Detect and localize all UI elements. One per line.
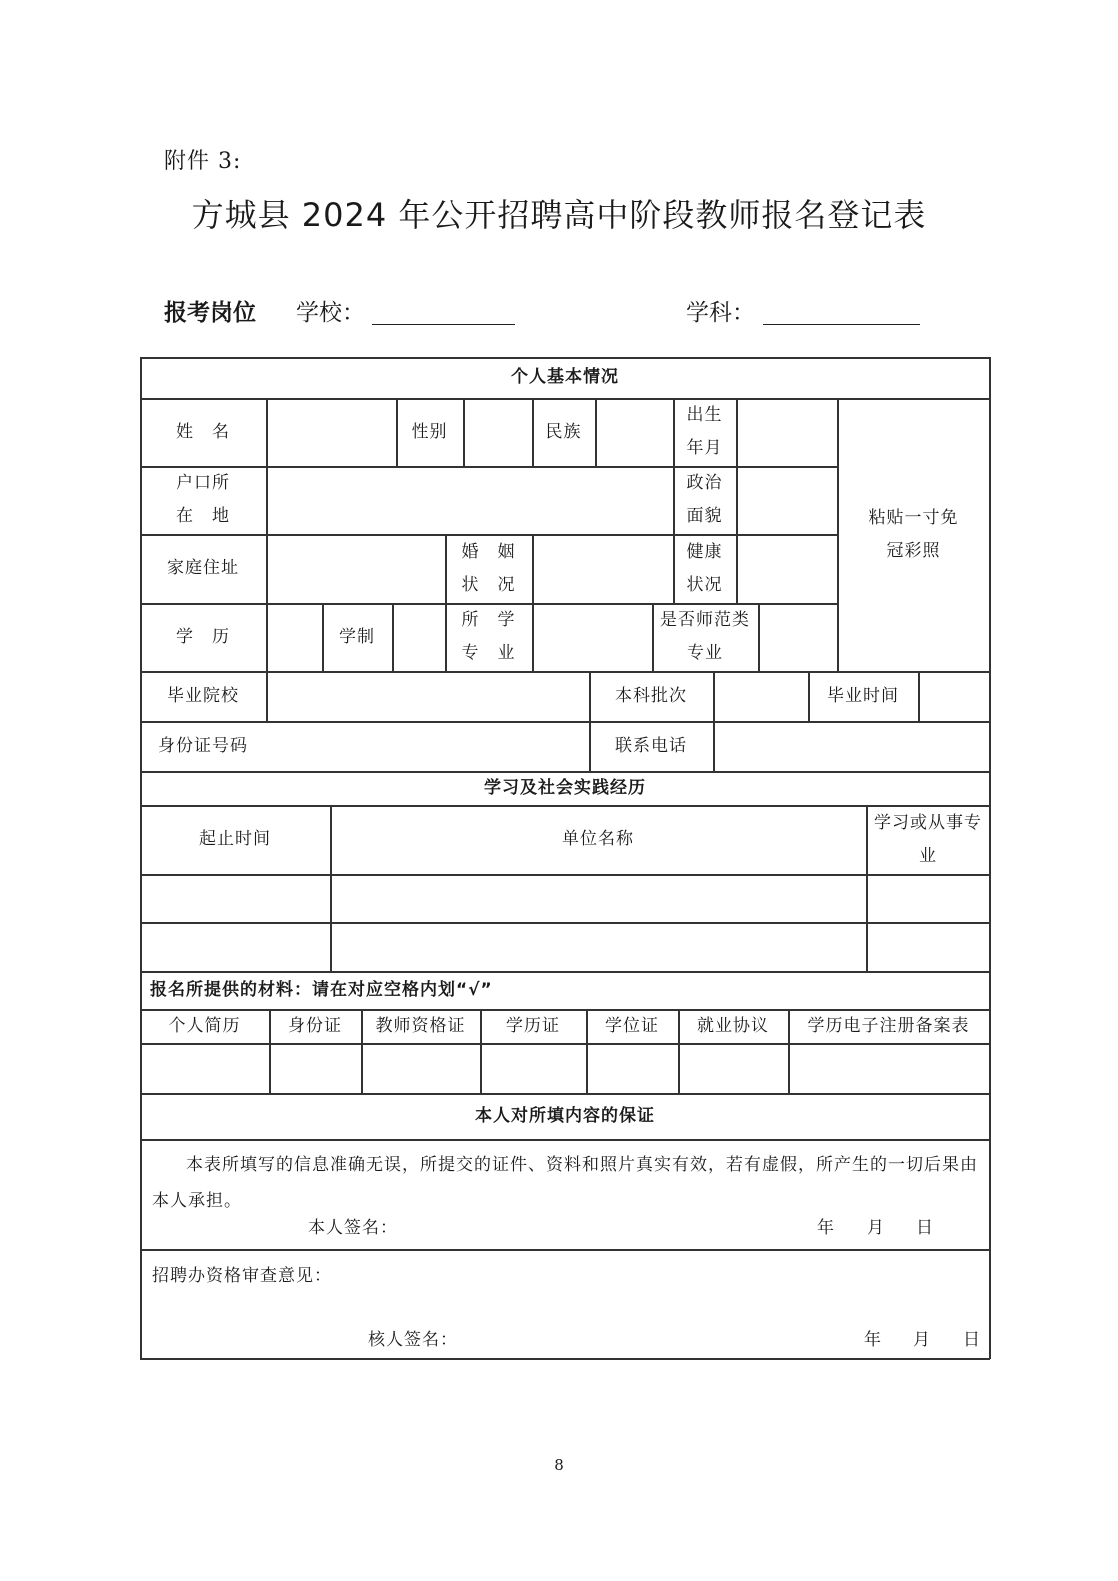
graduate-school-field[interactable]: [266, 671, 589, 721]
major-col-header: 学习或从事专业: [874, 812, 982, 866]
review-day-label: 日: [963, 1330, 981, 1350]
school-field[interactable]: [372, 324, 515, 325]
unit-col-header: 单位名称: [562, 829, 634, 849]
material-employment-check[interactable]: [678, 1043, 788, 1093]
hukou-label: 户口所在 地: [176, 473, 230, 526]
period-col-header: 起止时间: [199, 829, 271, 849]
education-label: 学 历: [176, 626, 230, 647]
marriage-label: 婚 姻状 况: [461, 541, 516, 595]
marriage-field[interactable]: [532, 534, 673, 603]
normal-major-label: 是否师范类专业: [660, 610, 750, 663]
schooling-field[interactable]: [392, 603, 445, 671]
guarantee-year-label: 年: [817, 1218, 835, 1238]
material-degree-check[interactable]: [586, 1043, 678, 1093]
id-number-label: 身份证号码: [158, 735, 248, 756]
exp-row-1-unit[interactable]: [330, 874, 866, 922]
material-id-card-label: 身份证: [288, 1015, 342, 1036]
material-e-registration-check[interactable]: [788, 1043, 989, 1093]
school-label: 学校：: [296, 300, 365, 326]
name-field[interactable]: [266, 398, 396, 466]
material-diploma-check[interactable]: [480, 1043, 586, 1093]
registration-table: [140, 357, 990, 1359]
material-id-card-check[interactable]: [269, 1043, 361, 1093]
material-teacher-cert-check[interactable]: [361, 1043, 480, 1093]
review-section[interactable]: [140, 1249, 990, 1358]
graduate-school-label: 毕业院校: [167, 685, 239, 706]
health-field[interactable]: [736, 534, 837, 603]
form-title: 方城县 2024 年公开招聘高中阶段教师报名登记表: [191, 196, 927, 234]
health-label: 健康状况: [686, 541, 723, 595]
birth-field[interactable]: [736, 398, 837, 466]
review-year-label: 年: [864, 1330, 882, 1350]
political-field[interactable]: [736, 466, 837, 534]
batch-label: 本科批次: [615, 685, 687, 706]
guarantee-header: 本人对所填内容的保证: [475, 1105, 655, 1126]
phone-field[interactable]: [713, 721, 989, 771]
guarantee-section: [140, 1139, 990, 1249]
photo-placeholder[interactable]: 粘贴一寸免冠彩照: [868, 507, 959, 561]
major-label: 所 学专 业: [461, 610, 516, 663]
material-degree-label: 学位证: [605, 1015, 659, 1036]
material-diploma-label: 学历证: [506, 1015, 560, 1036]
guarantee-day-label: 日: [916, 1218, 934, 1238]
hukou-field[interactable]: [266, 466, 673, 534]
grad-time-field[interactable]: [918, 671, 989, 721]
guarantee-month-label: 月: [867, 1218, 885, 1238]
name-label: 姓 名: [176, 421, 230, 442]
address-label: 家庭住址: [167, 558, 239, 578]
major-field[interactable]: [532, 603, 652, 671]
batch-field[interactable]: [713, 671, 808, 721]
subject-label: 学科：: [686, 300, 755, 326]
reviewer-signature-label: 核人签名：: [368, 1330, 458, 1350]
exp-row-2-period[interactable]: [140, 922, 330, 971]
gender-field[interactable]: [463, 398, 532, 466]
address-field[interactable]: [266, 534, 445, 603]
experience-header: 学习及社会实践经历: [484, 777, 646, 798]
review-opinion-label: 招聘办资格审查意见：: [152, 1266, 332, 1286]
political-label: 政治面貌: [686, 473, 723, 526]
normal-major-field[interactable]: [758, 603, 837, 671]
grad-time-label: 毕业时间: [827, 685, 899, 706]
materials-header: 报名所提供的材料：请在对应空格内划“√”: [150, 979, 493, 1000]
schooling-label: 学制: [339, 626, 375, 647]
material-e-registration-label: 学历电子注册备案表: [807, 1015, 970, 1036]
exp-row-1-major[interactable]: [866, 874, 989, 922]
material-employment-label: 就业协议: [697, 1015, 769, 1036]
self-signature-label: 本人签名：: [308, 1218, 398, 1238]
guarantee-text: 本表所填写的信息准确无误，所提交的证件、资料和照片真实有效，若有虚假，所产生的一切后果由本人承担。: [152, 1155, 978, 1211]
exp-row-2-unit[interactable]: [330, 922, 866, 971]
education-field[interactable]: [266, 603, 322, 671]
apply-position-row: [0, 294, 1118, 334]
id-number-field[interactable]: [266, 721, 589, 771]
subject-field[interactable]: [763, 324, 920, 325]
exp-row-2-major[interactable]: [866, 922, 989, 971]
material-resume-check[interactable]: [140, 1043, 269, 1093]
ethnicity-field[interactable]: [595, 398, 673, 466]
page-number: 8: [554, 1456, 564, 1474]
attachment-label: 附件 3:: [164, 149, 242, 174]
basic-info-header: 个人基本情况: [511, 367, 619, 387]
gender-label: 性别: [411, 421, 448, 442]
exp-row-1-period[interactable]: [140, 874, 330, 922]
ethnicity-label: 民族: [545, 421, 582, 442]
material-teacher-cert-label: 教师资格证: [375, 1015, 466, 1036]
material-resume-label: 个人简历: [168, 1015, 241, 1036]
birth-label: 出生年月: [686, 405, 723, 458]
phone-label: 联系电话: [615, 735, 687, 756]
review-month-label: 月: [913, 1330, 931, 1350]
apply-position-label: 报考岗位: [164, 300, 256, 326]
